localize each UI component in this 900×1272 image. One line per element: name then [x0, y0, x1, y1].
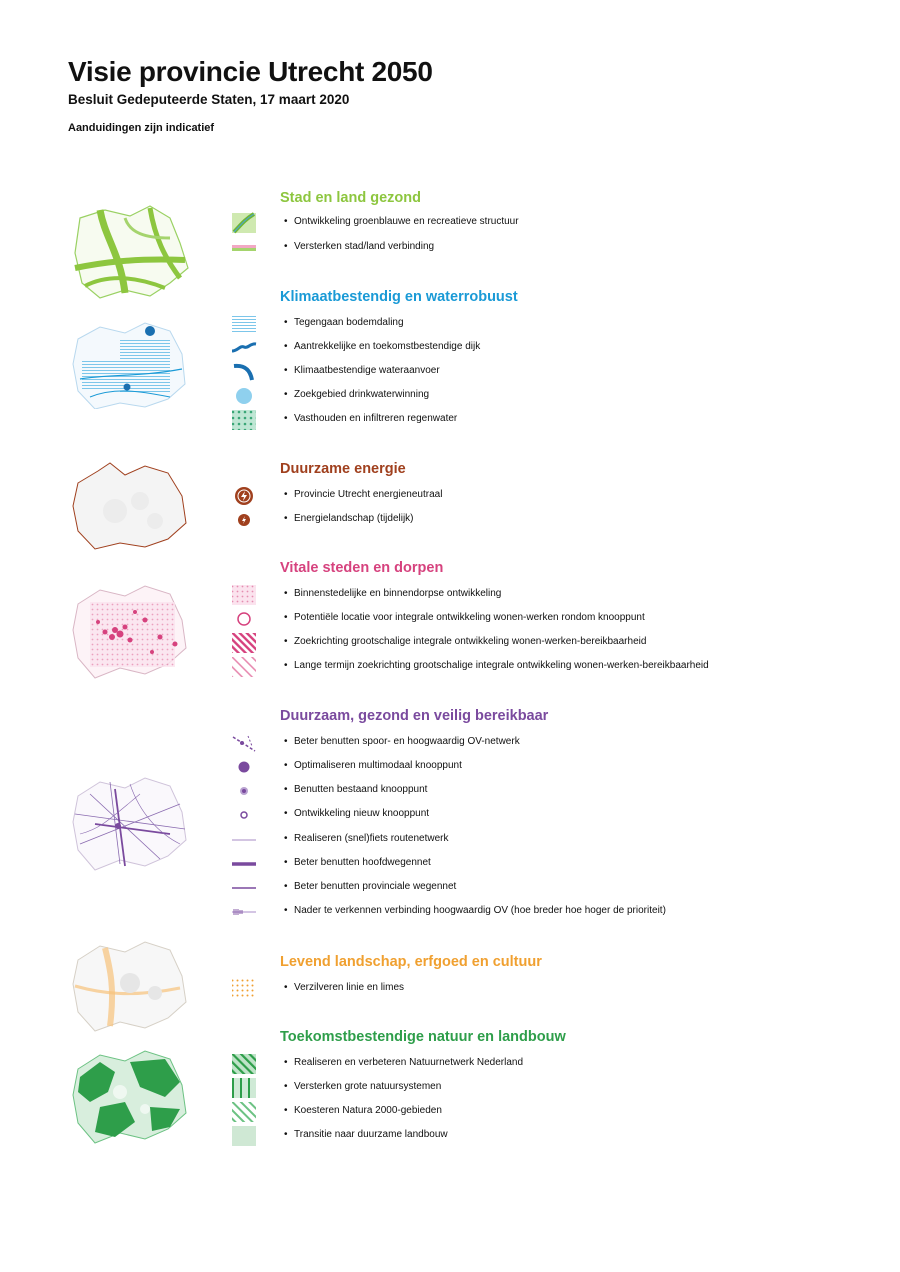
rail-network-icon [230, 732, 258, 754]
legend-item: • Lange termijn zoekrichting grootschalige integrale ontwikkeling wonen-werken-bereikbaarheid [230, 656, 870, 678]
legend-label: Vasthouden en infiltreren regenwater [294, 413, 458, 424]
light-hatch-icon [230, 656, 258, 678]
province-map-water [70, 319, 190, 409]
legend-label: Beter benutten spoor- en hoogwaardig OV-netwerk [294, 736, 520, 747]
province-map-mobility [70, 774, 190, 874]
rainwater-dots-icon [230, 409, 258, 431]
legend-label: Tegengaan bodemdaling [294, 317, 404, 328]
bike-route-icon [230, 829, 258, 851]
new-hub-icon [230, 804, 258, 826]
agriculture-icon [230, 1125, 258, 1147]
legend-label: Optimaliseren multimodaal knooppunt [294, 760, 462, 771]
legend-label: Realiseren (snel)fiets routenetwerk [294, 833, 449, 844]
legend-item: • Vasthouden en infiltreren regenwater [230, 409, 870, 431]
legend-label: Klimaatbestendige wateraanvoer [294, 365, 440, 376]
nature-network-icon [230, 1053, 258, 1075]
legend-label: Beter benutten hoofdwegennet [294, 857, 431, 868]
province-map-nature [70, 1047, 190, 1147]
legend-label: Lange termijn zoekrichting grootschalige integrale ontwikkeling wonen-werken-bereikbaarheid [294, 660, 709, 671]
legend-label: Ontwikkeling groenblauwe en recreatieve structuur [294, 216, 519, 227]
section-title: Klimaatbestendig en waterrobuust [280, 289, 518, 305]
legend-item: • Versterken stad/land verbinding [230, 237, 870, 259]
existing-hub-icon [230, 780, 258, 802]
dike-icon [230, 337, 258, 359]
section-title: Duurzaam, gezond en veilig bereikbaar [280, 708, 549, 724]
page-subtitle: Besluit Gedeputeerde Staten, 17 maart 2020 [68, 92, 350, 107]
legend-label: Versterken grote natuursystemen [294, 1081, 442, 1092]
drinking-water-circle-icon [230, 385, 258, 407]
province-map-heritage [70, 938, 190, 1033]
city-land-link-icon [230, 237, 258, 259]
legend-label: Provincie Utrecht energieneutraal [294, 489, 443, 500]
legend-item: • Transitie naar duurzame landbouw [230, 1125, 870, 1147]
legend-label: Koesteren Natura 2000-gebieden [294, 1105, 442, 1116]
nature-systems-icon [230, 1077, 258, 1099]
legend-item: • Energielandschap (tijdelijk) [230, 509, 870, 531]
water-supply-icon [230, 361, 258, 383]
legend-item: • Zoekgebied drinkwaterwinning [230, 385, 870, 407]
legend-item: • Beter benutten spoor- en hoogwaardig OV-netwerk [230, 732, 870, 754]
legend-item: • Nader te verkennen verbinding hoogwaardig OV (hoe breder hoe hoger de prioriteit) [230, 901, 870, 923]
legend-item: • Realiseren en verbeteren Natuurnetwerk Nederland [230, 1053, 870, 1075]
main-road-icon [230, 853, 258, 875]
section-title: Duurzame energie [280, 461, 406, 477]
legend-label: Realiseren en verbeteren Natuurnetwerk Nederland [294, 1057, 524, 1068]
province-map-cities [70, 582, 190, 682]
legend-item: • Ontwikkeling nieuw knooppunt [230, 804, 870, 826]
legend-label: Verzilveren linie en limes [294, 982, 405, 993]
legend-label: Energielandschap (tijdelijk) [294, 513, 414, 524]
legend-label: Zoekrichting grootschalige integrale ontwikkeling wonen-werken-bereikbaarheid [294, 636, 647, 647]
legend-item: • Binnenstedelijke en binnendorpse ontwikkeling [230, 584, 870, 606]
legend-item: • Koesteren Natura 2000-gebieden [230, 1101, 870, 1123]
legend-item: • Versterken grote natuursystemen [230, 1077, 870, 1099]
section-title: Vitale steden en dorpen [280, 560, 444, 576]
energy-landscape-icon [230, 509, 258, 531]
legend-label: Benutten bestaand knooppunt [294, 784, 428, 795]
legend-item: • Benutten bestaand knooppunt [230, 780, 870, 802]
section-title: Toekomstbestendige natuur en landbouw [280, 1029, 566, 1045]
indicative-note: Aanduidingen zijn indicatief [68, 122, 215, 134]
legend-item: • Optimaliseren multimodaal knooppunt [230, 756, 870, 778]
legend-label: Potentiële locatie voor integrale ontwikkeling wonen-werken rondom knooppunt [294, 612, 645, 623]
legend-label: Nader te verkennen verbinding hoogwaardig OV (hoe breder hoe hoger de prioriteit) [294, 905, 666, 916]
legend-item: • Provincie Utrecht energieneutraal [230, 485, 870, 507]
provincial-road-icon [230, 877, 258, 899]
green-blue-structure-icon [230, 212, 258, 234]
ov-link-icon [230, 901, 258, 923]
heritage-dots-icon [230, 978, 258, 1000]
legend-item: • Realiseren (snel)fiets routenetwerk [230, 829, 870, 851]
legend-item: • Potentiële locatie voor integrale ontwikkeling wonen-werken rondom knooppunt [230, 608, 870, 630]
legend-label: Aantrekkelijke en toekomstbestendige dijk [294, 341, 481, 352]
large-hub-icon [230, 756, 258, 778]
legend-item: • Verzilveren linie en limes [230, 978, 870, 1000]
legend-item: • Klimaatbestendige wateraanvoer [230, 361, 870, 383]
legend-item: • Aantrekkelijke en toekomstbestendige dijk [230, 337, 870, 359]
inner-city-dots-icon [230, 584, 258, 606]
natura-2000-icon [230, 1101, 258, 1123]
legend-label: Binnenstedelijke en binnendorpse ontwikkeling [294, 588, 502, 599]
legend-label: Beter benutten provinciale wegennet [294, 881, 457, 892]
province-map-green [70, 198, 190, 303]
legend-item: • Tegengaan bodemdaling [230, 313, 870, 335]
legend-item: • Ontwikkeling groenblauwe en recreatieve structuur [230, 212, 870, 234]
legend-label: Transitie naar duurzame landbouw [294, 1129, 448, 1140]
subsidence-hatch-icon [230, 313, 258, 335]
energy-neutral-icon [230, 485, 258, 507]
province-map-energy [70, 461, 190, 551]
legend-label: Zoekgebied drinkwaterwinning [294, 389, 430, 400]
legend-item: • Beter benutten provinciale wegennet [230, 877, 870, 899]
legend-label: Ontwikkeling nieuw knooppunt [294, 808, 430, 819]
section-title: Levend landschap, erfgoed en cultuur [280, 954, 542, 970]
hub-ring-icon [230, 608, 258, 630]
legend-item: • Beter benutten hoofdwegennet [230, 853, 870, 875]
legend-item: • Zoekrichting grootschalige integrale ontwikkeling wonen-werken-bereikbaarheid [230, 632, 870, 654]
dense-hatch-icon [230, 632, 258, 654]
section-title: Stad en land gezond [280, 190, 421, 206]
page-title: Visie provincie Utrecht 2050 [68, 56, 433, 87]
legend-label: Versterken stad/land verbinding [294, 241, 435, 252]
